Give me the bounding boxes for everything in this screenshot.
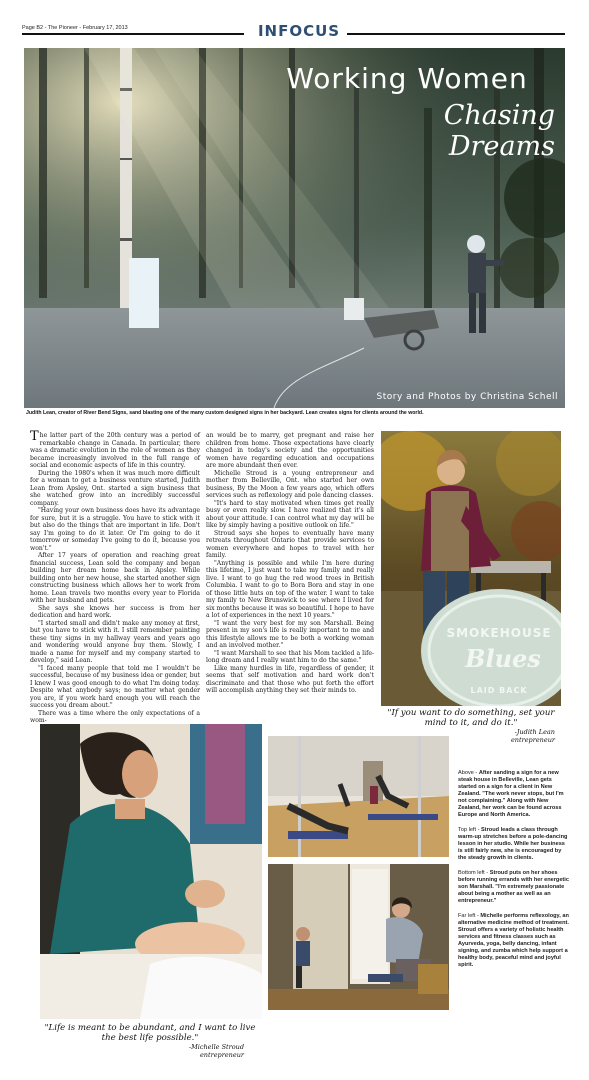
quote-attribution-role: entrepreneur [199,1051,244,1059]
photo-credit: Story and Photos by Christina Schell [376,392,558,402]
hero-title-line1: Working Women [286,62,528,95]
article-paragraph: She says she knows her success is from her dedication and hard work. [30,604,200,619]
caption-top-left: Top left - Stroud leads a class through warm-up stretches before a pole-dancing lesson in her studio. While her business is still fairly new, she is encouraged by the steady growth in clients. [458,827,568,861]
article-paragraph: Michelle Stroud is a young entrepreneur and mother from Belleville, Ont. who started her own business, By the Moon a few years ago, which offers services such as reflexology and pole dancing classes. [206,469,374,499]
hero-title-line2: Chasing Dreams [443,100,555,162]
photo-reflexology [40,724,262,1019]
article-paragraph: There was a time where the only expectations of a wom- [30,709,200,724]
article-paragraph: "Having your own business does have its advantage for sure, but it is a struggle. You have to stick with it but also do the things that are important in life. Don't say I'm going to do it later. Or I'm going to do it tomorrow or someday I've going to do it, because you won't." [30,507,200,552]
photo-captions [458,770,570,977]
pull-quote-stroud: "Life is meant to be abundant, and I want to live the best life possible." [44,1023,256,1043]
article-paragraph: Like many hurdles in life, regardless of gender, it seems that self motivation and hard work don't discriminate and that those who put forth the effort will accomplish anything they set their minds to. [206,664,374,694]
sign-top-text: SMOKEHOUSE [446,626,552,640]
photo-stroud-son [268,864,449,1010]
section-title: INFOCUS [257,22,341,40]
caption-above: Above - After sanding a sign for a new steak house in Belleville, Lean gets started on a sign for a client in New Zealand. "The work never stops, but I'm not complaining." Along with New Zealand, her work can be found across Europe and North America. [458,770,564,818]
article-paragraph: The latter part of the 20th century was a period of remarkable change in Canada. In particular, there was a dramatic evolution in the role of women as they became increasingly involved in the full range of social and economic aspects of life in this country. [30,429,200,469]
photo-pole-studio [268,736,449,857]
page-info: Page B2 - The Pioneer - February 17, 2013 [22,25,128,31]
article-paragraph: After 17 years of operation and reaching great financial success, Lean sold the company and began building her dream home back in Apsley. While building onto her new house, she started another sign constructing business which allows her to work from home. Lean travels two months every year to Florida with her husband and pets. [30,552,200,604]
article-paragraph: "I faced many people that told me I wouldn't be successful, because of my business idea or gender, but I knew I was good enough to do what I'm doing today. Despite what anybody says; no matter what gender you are, if you work hard enough you will reach the success you dream about." [30,664,200,709]
article-paragraph: During the 1980's when it was much more difficult for a woman to get a business venture started, Judith Lean from Apsley, Ont. started a sign business that she watched grow into an incredibly successful company. [30,469,200,507]
article-column-1 [30,429,200,725]
sign-bottom-text: LAID BACK [470,686,528,695]
header-rule-right [347,33,565,35]
quote-attribution-name: -Michelle Stroud [188,1043,244,1051]
article-paragraph: "Anything is possible and while I'm here during this lifetime, I just want to take my family and really live. I want to go hug the red wood trees in British Columbia. I want to go to Bora Bora and stay in one of those little huts on top of the water. I want to take my family to New Brunswick to see where I lived for six months because it was so beautiful. I hope to have a lot of experiences in the next 10 years." [206,559,374,619]
article-paragraph: "I started small and didn't make any money at first, but you have to stick with it. I still remember painting these tiny signs in my hallway years and years ago and wondering would anyone buy them. Slowly, I made a name for myself and my company started to develop," said Lean. [30,619,200,664]
quote-attribution-role: entrepreneur [510,736,555,744]
quote-attribution-name: -Judith Lean [514,728,555,736]
drop-cap: T [30,429,39,444]
hero-caption: Judith Lean, creator of River Bend Signs, sand blasting one of the many custom designed signs in her backyard. Lean creates signs for clients around the world. [26,410,424,416]
article-paragraph: "I want the very best for my son Marshall. Being present in my son's life is really important to me and this lifestyle allows me to be both a working woman and an involved mother." [206,619,374,649]
pull-quote-lean: "If you want to do something, set your mind to it, and do it." [387,708,555,728]
caption-far-left: Far left - Michelle performs reflexology, an alternative medicine method of treatment. Stroud offers a variety of holistic health services and fitness classes such as Ayurveda, yoga, belly dancing, infant signing, and zumba which help support a healthy body, peaceful mind and joyful spirit. [458,913,569,968]
caption-bottom-left: Bottom left - Stroud puts on her shoes before running errands with her energetic son Marshall. "I'm extremely passionate about being a mother as well as an entrepreneur." [458,870,569,904]
article-column-2 [206,432,374,695]
article-paragraph: "It's hard to stay motivated when times get really busy or even really slow. I have realized that it's all about your attitude. I can control what my day will be like by simply having a positive outlook on life." [206,499,374,529]
article-paragraph: an would be to marry, get pregnant and raise her children from home. Those expectations have clearly changed in today's society and the opportunities women have regarding education and occupations are more abundant then ever. [206,432,374,469]
header-rule-left [22,33,244,35]
article-paragraph: "I want Marshall to see that his Mom tackled a life-long dream and I really want him to do the same." [206,649,374,664]
article-paragraph: Stroud says she hopes to eventually have many retreats throughout Ontario that provide services to women everywhere and hopes to travel with her family. [206,529,374,559]
photo-lean-sign [381,431,561,706]
sign-middle-text: Blues [465,644,541,673]
